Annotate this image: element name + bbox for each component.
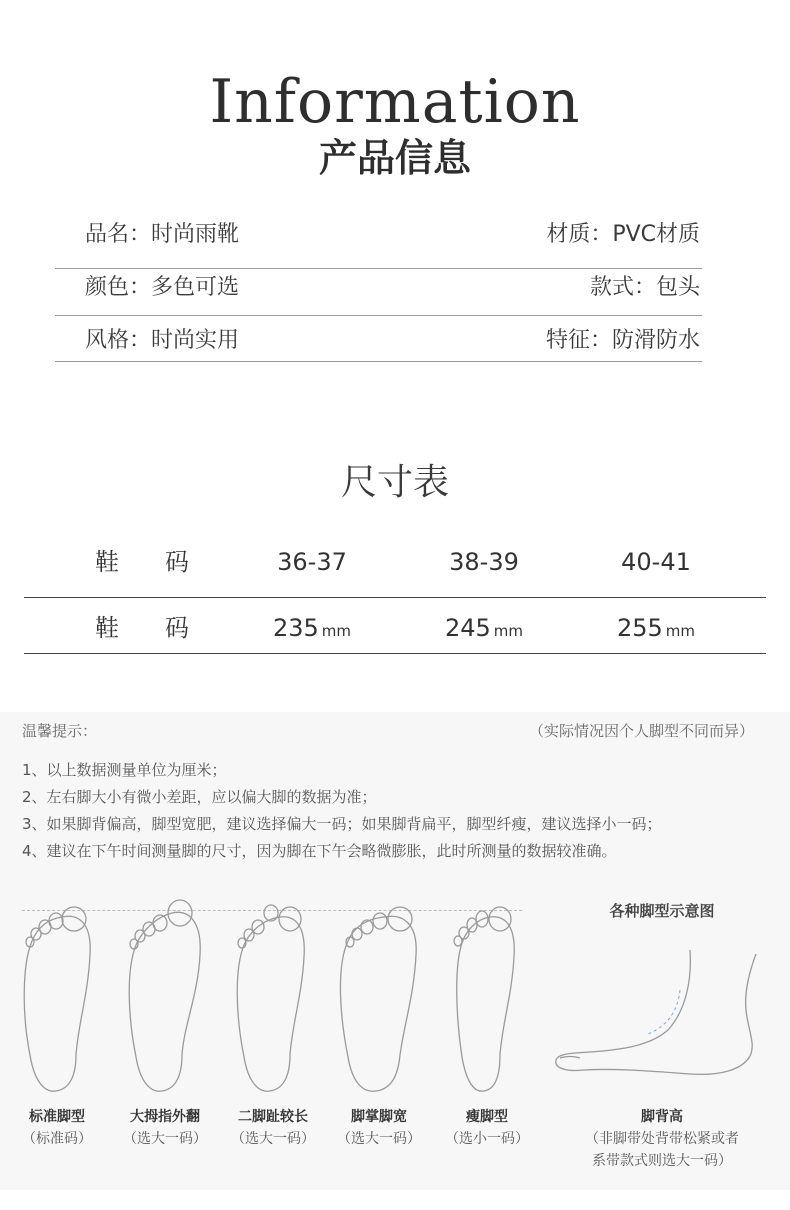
info-feature: 特征：防滑防水	[545, 328, 700, 353]
foot-type-name: 瘦脚型	[466, 1109, 508, 1125]
foot-bunion-icon	[129, 900, 200, 1091]
tips-note: （实际情况因个人脚型不同而异）	[528, 722, 754, 740]
size-length	[596, 600, 716, 659]
info-color: 颜色：多色可选	[85, 275, 240, 300]
size-divider	[24, 597, 766, 598]
info-divider	[55, 361, 702, 362]
foot-type-label	[218, 1106, 328, 1150]
info-divider	[55, 315, 702, 316]
diagram-title: 各种脚型示意图	[609, 902, 715, 920]
info-row-look-feature	[55, 318, 702, 364]
info-row-color-style	[55, 265, 702, 311]
high-instep-advice-2: 系带款式则选大一码）	[592, 1153, 732, 1169]
size-label-1: 鞋	[95, 548, 119, 576]
info-row-name-material	[55, 212, 702, 258]
foot-type-label	[432, 1106, 542, 1150]
tips-heading: 温馨提示：	[22, 722, 98, 740]
size-label-2: 码	[165, 614, 189, 642]
size-divider	[24, 653, 766, 654]
info-style: 款式：包头	[589, 275, 700, 300]
size-unit: mm	[665, 622, 696, 640]
foot-type-label	[324, 1106, 434, 1150]
title-english: Information	[209, 67, 581, 137]
size-table-title: 尺寸表	[340, 462, 449, 503]
size-length	[252, 600, 372, 659]
high-instep-name: 脚背高	[641, 1109, 683, 1125]
size-label-2: 码	[165, 548, 189, 576]
size-value: 36-37	[277, 548, 347, 576]
foot-type-name: 脚掌脚宽	[351, 1109, 407, 1125]
tip-item: 3、如果脚背偏高，脚型宽肥，建议选择偏大一码；如果脚背扁平，脚型纤瘦，建议选择小一码；	[22, 815, 662, 833]
foot-type-advice: （选大一码）	[123, 1131, 207, 1147]
foot-type-label	[110, 1106, 220, 1150]
info-product-name: 品名：时尚雨靴	[85, 222, 240, 247]
foot-wide-icon	[340, 907, 416, 1091]
foot-type-advice: （选大一码）	[231, 1131, 315, 1147]
info-material: 材质：PVC材质	[546, 222, 700, 247]
info-look: 风格：时尚实用	[85, 328, 240, 353]
foot-type-advice: （标准码）	[22, 1131, 92, 1147]
size-unit: mm	[321, 622, 352, 640]
foot-slim-icon	[454, 907, 514, 1091]
size-length-value: 255	[616, 614, 663, 642]
size-value: 38-39	[449, 548, 519, 576]
tip-item: 4、建议在下午时间测量脚的尺寸，因为脚在下午会略微膨胀，此时所测量的数据较准确。	[22, 842, 617, 860]
tip-item: 1、以上数据测量单位为厘米；	[22, 761, 227, 779]
foot-type-advice: （选大一码）	[337, 1131, 421, 1147]
size-unit: mm	[493, 622, 524, 640]
foot-long-second-toe-icon	[237, 905, 304, 1091]
foot-type-name: 标准脚型	[29, 1109, 85, 1125]
foot-outlines	[0, 895, 560, 1105]
foot-type-name: 二脚趾较长	[238, 1109, 308, 1125]
foot-type-label	[2, 1106, 112, 1150]
size-value: 40-41	[621, 548, 691, 576]
size-row-code	[24, 534, 766, 590]
foot-type-name: 大拇指外翻	[130, 1109, 200, 1125]
foot-type-advice: （选小一码）	[445, 1131, 529, 1147]
size-length-value: 245	[444, 614, 491, 642]
high-instep-foot-icon	[550, 940, 770, 1080]
high-instep-advice-1: （非脚带处背带松紧或者	[585, 1131, 739, 1147]
size-length	[424, 600, 544, 659]
foot-standard-icon	[24, 907, 90, 1091]
high-instep-label	[582, 1106, 742, 1172]
tip-item: 2、左右脚大小有微小差距，应以偏大脚的数据为准；	[22, 788, 377, 806]
size-label-1: 鞋	[95, 614, 119, 642]
size-length-value: 235	[272, 614, 319, 642]
size-row-length	[24, 600, 766, 656]
title-chinese: 产品信息	[318, 135, 471, 180]
